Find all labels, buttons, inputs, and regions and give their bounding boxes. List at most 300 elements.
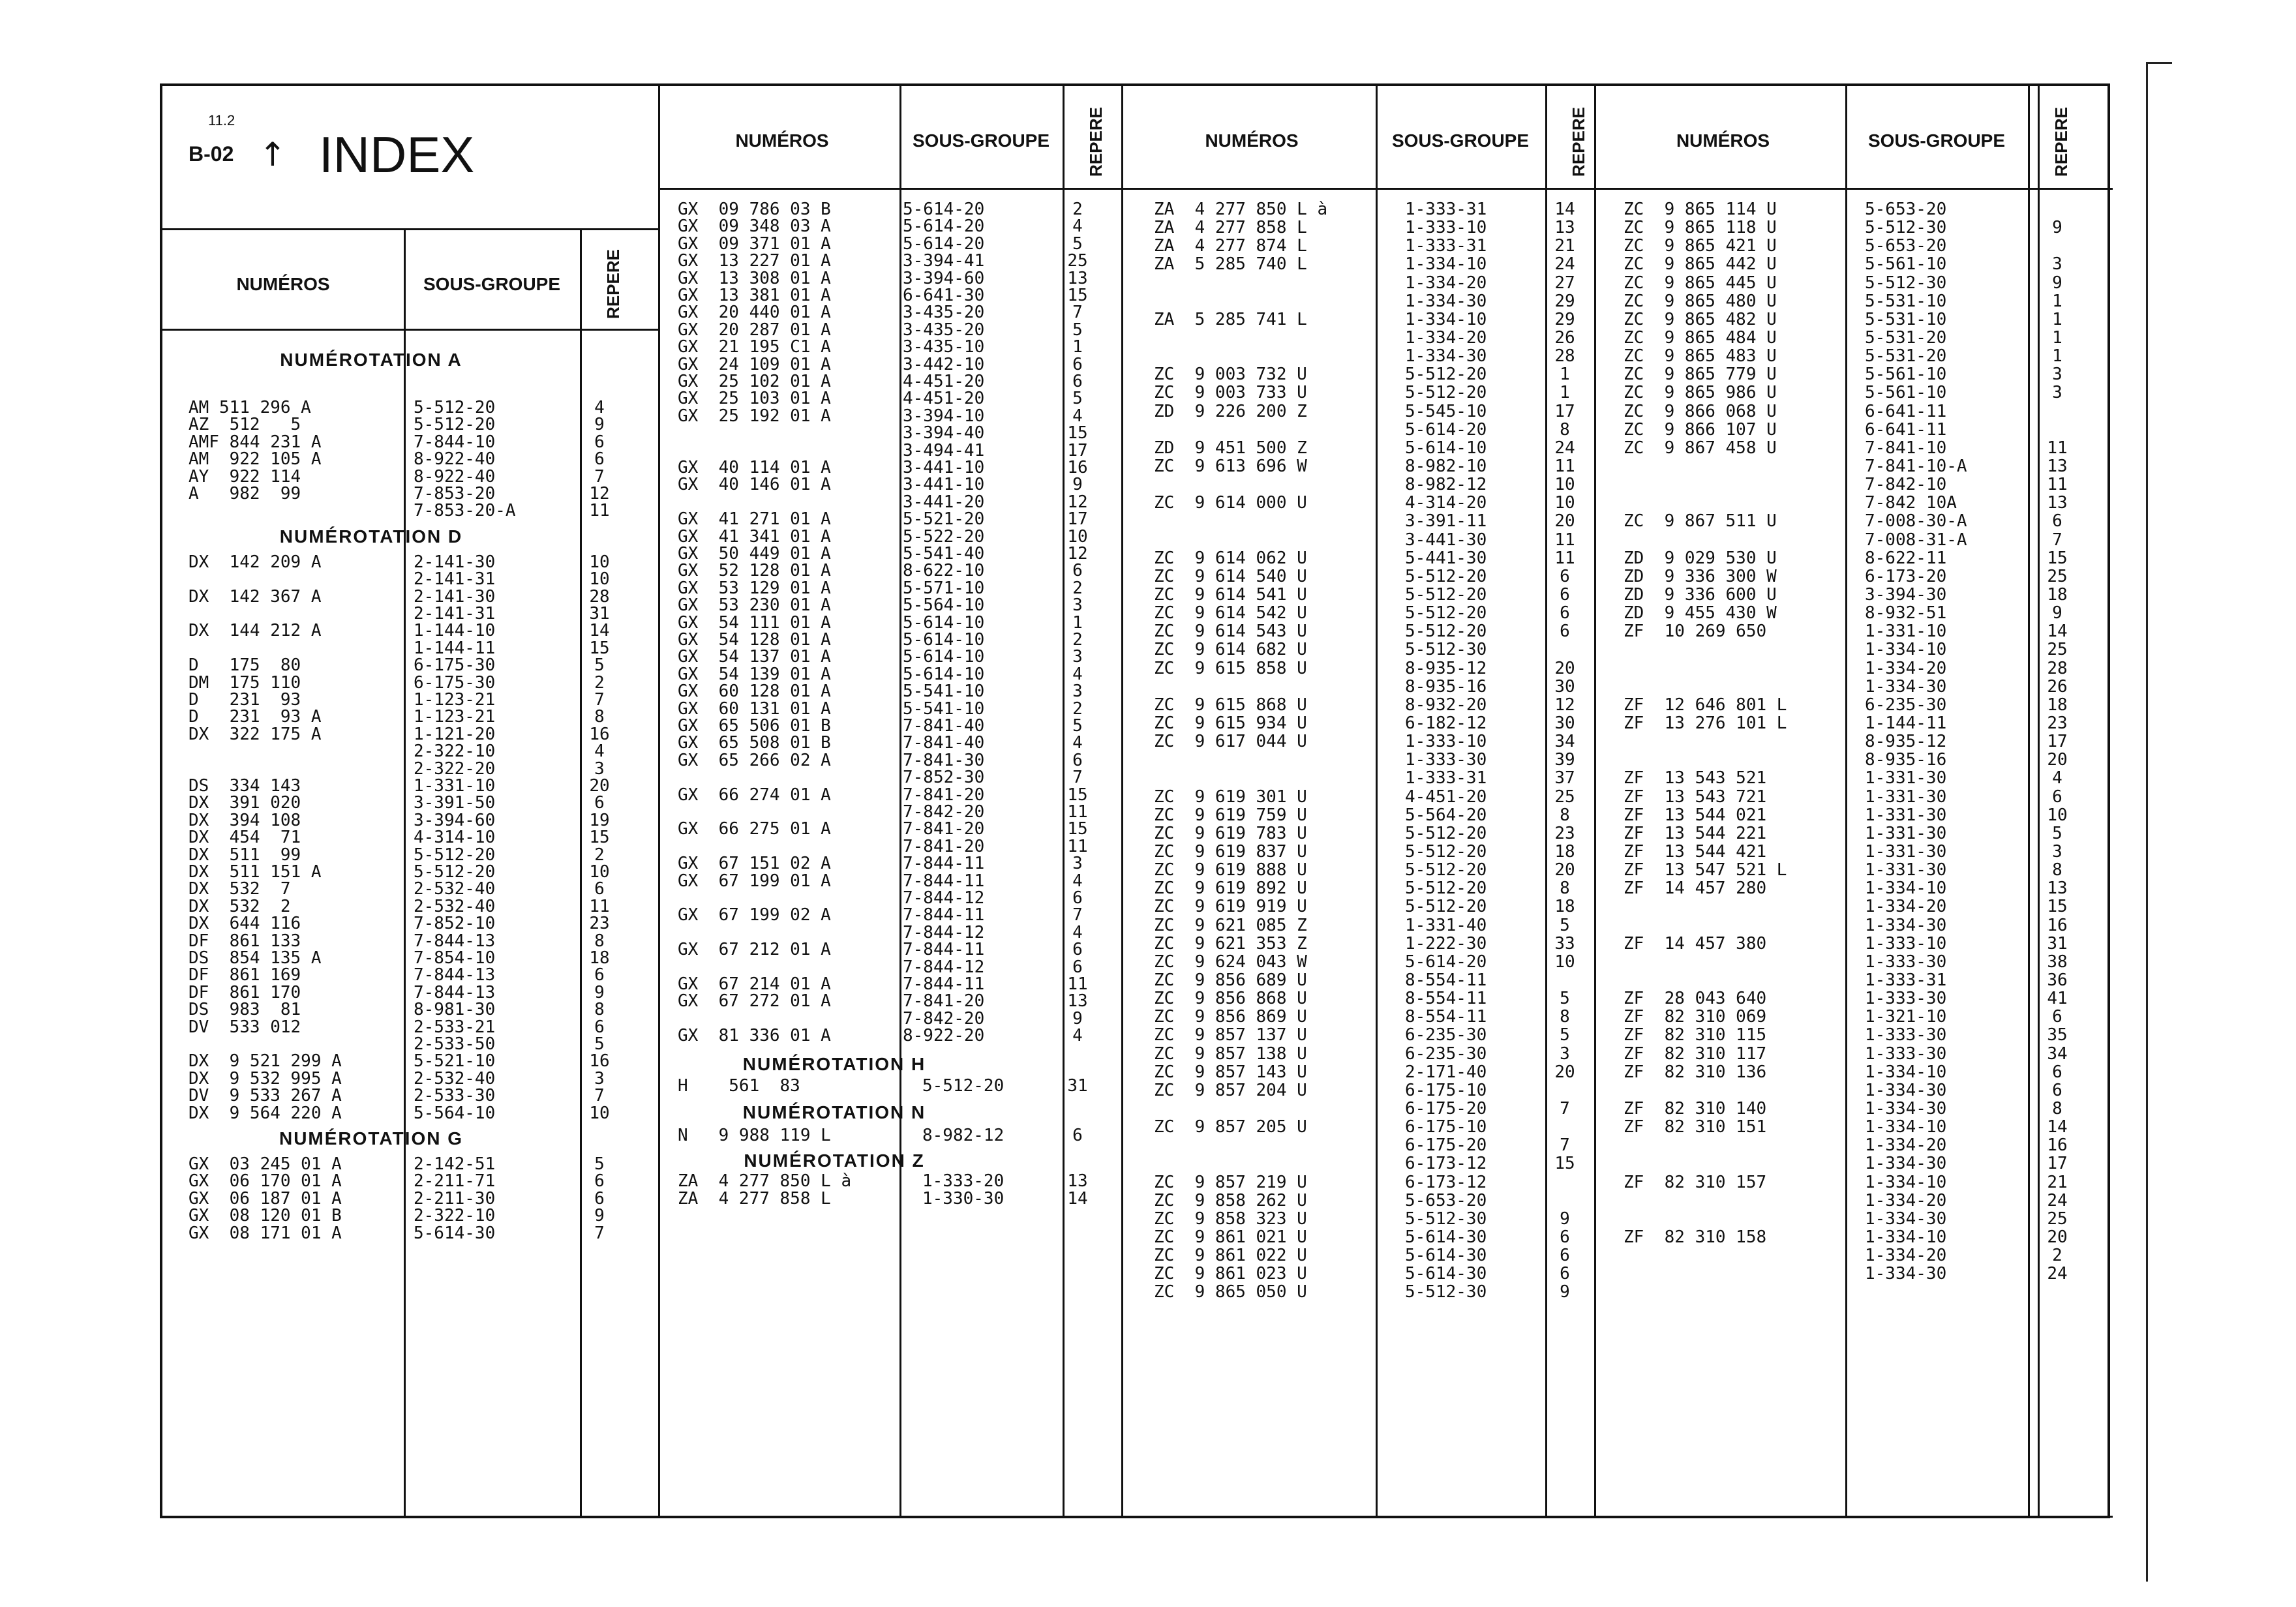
sous-groupe: 5-653-20 <box>1865 236 1947 256</box>
part-number: ZC 9 619 783 U <box>1154 823 1307 843</box>
part-number: ZA 4 277 858 L <box>678 1188 831 1209</box>
sous-groupe: 5-614-10 <box>1405 438 1487 458</box>
repere: 25 <box>1067 251 1088 271</box>
part-number: GX 08 120 01 B <box>189 1206 342 1226</box>
sous-groupe: 5-545-10 <box>1405 401 1487 421</box>
sous-groupe: 3-435-20 <box>903 320 985 340</box>
up-arrow-icon: ↑ <box>259 136 286 173</box>
sous-groupe: 5-564-10 <box>414 1103 496 1123</box>
part-number: DS 854 135 A <box>189 948 322 968</box>
repere: 7 <box>594 690 605 710</box>
sous-groupe: 5-614-10 <box>903 664 985 684</box>
repere: 6 <box>594 965 605 985</box>
sous-groupe: 5-531-10 <box>1865 291 1947 311</box>
part-number: GX 50 449 01 A <box>678 544 831 563</box>
sous-groupe: 7-841-20 <box>903 819 985 839</box>
sous-groupe: 7-844-12 <box>903 922 985 942</box>
part-number: DX 142 367 A <box>189 586 322 607</box>
sous-groupe: 5-561-10 <box>1865 383 1947 403</box>
part-number: ZF 12 646 801 L <box>1624 695 1787 715</box>
repere: 7 <box>1072 905 1083 925</box>
sous-groupe: 1-334-30 <box>1865 1080 1947 1100</box>
repere: 24 <box>1554 438 1575 458</box>
repere: 3 <box>1072 647 1083 667</box>
sous-groupe: 8-622-11 <box>1865 548 1947 568</box>
page-edge-line <box>2146 62 2148 1582</box>
sous-groupe: 5-614-30 <box>1405 1246 1487 1266</box>
repere: 21 <box>1554 236 1575 256</box>
repere: 6 <box>1560 622 1570 642</box>
sous-groupe: 7-844-11 <box>903 905 985 925</box>
repere: 8 <box>1560 1007 1570 1027</box>
part-number: ZC 9 619 919 U <box>1154 897 1307 917</box>
part-number: ZC 9 865 484 U <box>1624 327 1777 348</box>
repere: 23 <box>1554 823 1575 843</box>
sous-groupe: 5-512-20 <box>1405 566 1487 586</box>
sous-groupe: 7-841-30 <box>903 750 985 770</box>
sous-groupe: 5-531-20 <box>1865 346 1947 367</box>
sous-groupe: 7-844-11 <box>903 871 985 891</box>
repere: 10 <box>589 552 610 572</box>
repere: 6 <box>594 793 605 813</box>
repere: 9 <box>594 982 605 1002</box>
repere: 13 <box>2047 493 2068 513</box>
sous-groupe: 1-333-30 <box>1865 1025 1947 1045</box>
sous-groupe: 5-653-20 <box>1405 1190 1487 1210</box>
part-number: GX 25 103 01 A <box>678 389 831 409</box>
part-number: GX 20 287 01 A <box>678 320 831 340</box>
section-title: NUMÉROTATION N <box>742 1102 926 1122</box>
repere: 18 <box>589 948 610 968</box>
repere: 23 <box>2047 713 2068 733</box>
part-number: DF 861 170 <box>189 982 301 1002</box>
repere: 7 <box>594 466 605 487</box>
sous-groupe: 7-844-11 <box>903 974 985 994</box>
sous-groupe: 1-334-10 <box>1865 640 1947 660</box>
repere: 24 <box>2047 1190 2068 1210</box>
repere: 6 <box>1072 354 1083 374</box>
repere: 7 <box>1072 768 1083 788</box>
repere: 13 <box>1067 1171 1088 1192</box>
repere: 12 <box>589 484 610 503</box>
repere: 13 <box>1067 268 1088 288</box>
sous-groupe: 5-512-20 <box>1405 841 1487 862</box>
repere: 5 <box>1560 915 1570 935</box>
part-number: GX 24 109 01 A <box>678 354 831 374</box>
sous-groupe: 5-614-20 <box>903 200 985 219</box>
grid-vline <box>658 86 660 1516</box>
repere: 18 <box>2047 695 2068 715</box>
grid-vline <box>1545 86 1547 1516</box>
index-page <box>160 83 2110 1518</box>
sous-groupe: 1-144-11 <box>1865 713 1947 733</box>
sous-groupe: 1-331-30 <box>1865 805 1947 825</box>
repere: 6 <box>1072 372 1083 391</box>
repere: 11 <box>589 896 610 916</box>
repere: 15 <box>1067 286 1088 305</box>
sous-groupe: 5-522-20 <box>903 526 985 547</box>
repere: 8 <box>594 707 605 727</box>
sous-groupe: 6-175-20 <box>1405 1135 1487 1156</box>
part-number: A 982 99 <box>189 484 301 503</box>
repere: 11 <box>1067 802 1088 822</box>
repere: 7 <box>1560 1098 1570 1119</box>
part-number: GX 08 171 01 A <box>189 1223 342 1243</box>
part-number: DX 532 7 <box>189 879 291 899</box>
repere: 27 <box>1554 273 1575 293</box>
sous-groupe: 5-614-20 <box>1405 952 1487 972</box>
sous-groupe: 1-333-30 <box>1865 1044 1947 1064</box>
repere: 3 <box>1072 854 1083 874</box>
grid-vline <box>2038 86 2040 1516</box>
repere: 11 <box>2047 475 2068 495</box>
repere: 15 <box>1067 785 1088 805</box>
repere: 17 <box>2047 732 2068 752</box>
part-number: ZC 9 865 114 U <box>1624 200 1777 219</box>
repere: 6 <box>1072 957 1083 977</box>
sous-groupe: 5-614-30 <box>1405 1264 1487 1284</box>
part-number: ZC 9 865 482 U <box>1624 309 1777 329</box>
part-number: AMF 844 231 A <box>189 432 322 452</box>
sous-groupe: 2-211-71 <box>414 1171 496 1192</box>
repere: 1 <box>2052 291 2062 311</box>
part-number: GX 52 128 01 A <box>678 561 831 581</box>
sous-groupe: 6-235-30 <box>1405 1025 1487 1045</box>
repere: 29 <box>1554 291 1575 311</box>
repere: 9 <box>1072 475 1083 495</box>
sous-groupe: 3-394-41 <box>903 251 985 271</box>
sous-groupe: 5-512-20 <box>414 398 496 417</box>
repere: 6 <box>594 449 605 470</box>
repere: 5 <box>1072 389 1083 409</box>
repere: 5 <box>2052 823 2062 843</box>
repere: 11 <box>589 501 610 521</box>
repere: 11 <box>2047 438 2068 458</box>
part-number: ZC 9 856 868 U <box>1154 989 1307 1009</box>
repere: 24 <box>1554 254 1575 275</box>
repere: 37 <box>1554 768 1575 788</box>
repere: 9 <box>2052 218 2062 238</box>
sous-groupe: 7-853-20 <box>414 484 496 503</box>
repere-header: REPERE <box>1568 107 1588 177</box>
sous-groupe: 1-331-10 <box>1865 622 1947 642</box>
sous-groupe: 6-173-12 <box>1405 1154 1487 1174</box>
repere: 36 <box>2047 970 2068 990</box>
repere: 2 <box>2052 1246 2062 1266</box>
sous-groupe: 4-451-20 <box>1405 787 1487 807</box>
column-header: NUMÉROS <box>1205 130 1299 151</box>
repere: 16 <box>1067 458 1088 477</box>
sous-groupe: 5-512-20 <box>1405 860 1487 880</box>
part-number: ZF 82 310 069 <box>1624 1007 1767 1027</box>
part-number: ZC 9 857 138 U <box>1154 1044 1307 1064</box>
sous-groupe: 3-435-10 <box>903 337 985 357</box>
repere: 6 <box>2052 1080 2062 1100</box>
sous-groupe: 2-322-10 <box>414 742 496 762</box>
part-number: DX 9 521 299 A <box>189 1051 342 1072</box>
section-title: NUMÉROTATION D <box>279 526 463 547</box>
repere: 35 <box>2047 1025 2068 1045</box>
part-number: DX 394 108 <box>189 810 301 830</box>
sous-groupe: 7-841-20 <box>903 836 985 856</box>
sous-groupe: 2-532-40 <box>414 896 496 916</box>
sous-groupe: 1-121-20 <box>414 724 496 744</box>
repere: 20 <box>2047 1227 2068 1247</box>
part-number: ZC 9 856 689 U <box>1154 970 1307 990</box>
sous-groupe: 1-334-30 <box>1865 676 1947 697</box>
repere: 5 <box>1072 320 1083 340</box>
part-number: GX 65 506 01 B <box>678 716 831 736</box>
part-number: AY 922 114 <box>189 466 301 487</box>
repere: 11 <box>1554 530 1575 550</box>
sous-groupe: 1-334-20 <box>1405 273 1487 293</box>
sous-groupe: 1-334-10 <box>1865 879 1947 899</box>
sous-groupe: 8-922-40 <box>414 449 496 470</box>
sous-groupe: 1-334-10 <box>1865 1227 1947 1247</box>
sous-groupe: 4-314-20 <box>1405 493 1487 513</box>
grid-hline <box>162 329 658 331</box>
grid-vline <box>899 86 901 1516</box>
sous-groupe: 5-614-20 <box>1405 419 1487 440</box>
sous-groupe: 1-331-10 <box>414 776 496 796</box>
repere: 16 <box>589 724 610 744</box>
part-number: ZC 9 861 022 U <box>1154 1246 1307 1266</box>
part-number: ZC 9 865 421 U <box>1624 236 1777 256</box>
part-number: ZA 4 277 850 L à <box>678 1171 852 1192</box>
sous-groupe: 2-211-30 <box>414 1188 496 1209</box>
repere: 7 <box>1560 1135 1570 1156</box>
repere: 6 <box>594 432 605 452</box>
sous-groupe: 5-564-10 <box>903 595 985 616</box>
part-number: DF 861 133 <box>189 931 301 951</box>
sous-groupe: 1-331-30 <box>1865 860 1947 880</box>
sous-groupe: 7-841-10-A <box>1865 456 1967 476</box>
part-number: DX 644 116 <box>189 914 301 934</box>
sous-groupe: 5-614-30 <box>414 1223 496 1243</box>
part-number: DV 533 012 <box>189 1017 301 1037</box>
sous-groupe: 5-614-10 <box>903 647 985 667</box>
sous-groupe: 5-441-30 <box>1405 548 1487 568</box>
sous-groupe: 3-391-11 <box>1405 511 1487 532</box>
small-code: 11.2 <box>208 112 235 128</box>
repere: 14 <box>589 621 610 641</box>
sous-groupe: 5-512-20 <box>1405 383 1487 403</box>
repere: 2 <box>1072 630 1083 650</box>
repere: 6 <box>1560 1264 1570 1284</box>
sous-groupe: 2-532-40 <box>414 1068 496 1089</box>
sous-groupe: 7-842 10A <box>1865 493 1957 513</box>
sous-groupe: 1-334-30 <box>1405 291 1487 311</box>
sous-groupe: 1-333-10 <box>1405 218 1487 238</box>
part-number: ZA 4 277 850 L à <box>1154 200 1328 219</box>
sous-groupe: 1-334-30 <box>1865 1264 1947 1284</box>
grid-vline <box>1121 86 1123 1516</box>
part-number: ZC 9 003 733 U <box>1154 383 1307 403</box>
part-number: ZA 5 285 741 L <box>1154 309 1307 329</box>
repere: 8 <box>2052 1098 2062 1119</box>
sous-groupe: 1-331-30 <box>1865 841 1947 862</box>
part-number: ZC 9 614 543 U <box>1154 622 1307 642</box>
repere: 3 <box>2052 365 2062 385</box>
part-number: ZC 9 865 986 U <box>1624 383 1777 403</box>
sous-groupe: 4-451-20 <box>903 389 985 409</box>
repere: 3 <box>1560 1044 1570 1064</box>
sous-groupe: 5-512-20 <box>414 862 496 882</box>
repere: 9 <box>2052 273 2062 293</box>
part-number: ZD 9 336 300 W <box>1624 566 1777 586</box>
sous-groupe: 8-932-51 <box>1865 603 1947 623</box>
sous-groupe: 3-441-30 <box>1405 530 1487 550</box>
repere: 34 <box>2047 1044 2068 1064</box>
sous-groupe: 7-852-10 <box>414 914 496 934</box>
repere-header: REPERE <box>603 249 623 319</box>
repere: 15 <box>2047 897 2068 917</box>
part-number: DX 9 564 220 A <box>189 1103 342 1123</box>
part-number: GX 67 214 01 A <box>678 974 831 994</box>
part-number: ZF 13 543 721 <box>1624 787 1767 807</box>
repere: 28 <box>1554 346 1575 367</box>
sous-groupe: 1-333-10 <box>1405 732 1487 752</box>
part-number: ZC 9 858 262 U <box>1154 1190 1307 1210</box>
part-number: GX 13 227 01 A <box>678 251 831 271</box>
sous-groupe: 2-171-40 <box>1405 1062 1487 1082</box>
repere: 17 <box>1554 401 1575 421</box>
sous-groupe: 1-333-31 <box>1865 970 1947 990</box>
sous-groupe: 4-314-10 <box>414 828 496 848</box>
part-number: GX 13 308 01 A <box>678 268 831 288</box>
part-number: ZC 9 865 118 U <box>1624 218 1777 238</box>
sous-groupe: 8-935-12 <box>1865 732 1947 752</box>
repere: 12 <box>1554 695 1575 715</box>
repere: 5 <box>1560 1025 1570 1045</box>
repere: 8 <box>1560 805 1570 825</box>
sous-groupe: 5-614-20 <box>903 217 985 237</box>
part-number: DS 983 81 <box>189 1000 301 1020</box>
sous-groupe: 8-554-11 <box>1405 989 1487 1009</box>
sous-groupe: 7-841-20 <box>903 785 985 805</box>
repere: 13 <box>1554 218 1575 238</box>
sous-groupe: 6-235-30 <box>1865 695 1947 715</box>
repere: 28 <box>2047 658 2068 678</box>
part-number: ZD 9 029 530 U <box>1624 548 1777 568</box>
sous-groupe: 1-333-30 <box>1865 989 1947 1009</box>
repere: 23 <box>589 914 610 934</box>
sous-groupe: 2-141-31 <box>414 604 496 623</box>
part-number: ZC 9 857 137 U <box>1154 1025 1307 1045</box>
sous-groupe: 7-844-13 <box>414 965 496 985</box>
sous-groupe: 2-533-50 <box>414 1034 496 1054</box>
part-number: DX 532 2 <box>189 896 291 916</box>
repere: 10 <box>589 1103 610 1123</box>
sous-groupe: 1-331-40 <box>1405 915 1487 935</box>
part-number: GX 09 348 03 A <box>678 217 831 237</box>
repere: 9 <box>1560 1282 1570 1302</box>
index-code: B-02 <box>189 142 234 166</box>
sous-groupe: 7-844-12 <box>903 888 985 908</box>
part-number: GX 40 146 01 A <box>678 475 831 495</box>
repere: 11 <box>1067 836 1088 856</box>
part-number: ZC 9 614 540 U <box>1154 566 1307 586</box>
repere: 2 <box>1072 698 1083 719</box>
sous-groupe: 1-334-20 <box>1865 897 1947 917</box>
part-number: ZF 13 544 021 <box>1624 805 1767 825</box>
page-title: INDEX <box>319 126 475 183</box>
part-number: D 231 93 <box>189 690 301 710</box>
sous-groupe: 1-334-10 <box>1405 254 1487 275</box>
part-number: ZA 5 285 740 L <box>1154 254 1307 275</box>
sous-groupe: 7-842-20 <box>903 802 985 822</box>
repere: 10 <box>1554 493 1575 513</box>
repere: 26 <box>2047 676 2068 697</box>
part-number: ZC 9 867 511 U <box>1624 511 1777 532</box>
sous-groupe: 1-334-10 <box>1865 1117 1947 1137</box>
repere: 10 <box>1554 952 1575 972</box>
part-number: ZF 82 310 157 <box>1624 1172 1767 1192</box>
sous-groupe: 5-512-20 <box>414 415 496 435</box>
part-number: DX 454 71 <box>189 828 301 848</box>
part-number: ZA 4 277 858 L <box>1154 218 1307 238</box>
repere: 10 <box>1067 526 1088 547</box>
part-number: ZF 82 310 151 <box>1624 1117 1767 1137</box>
part-number: ZC 9 615 868 U <box>1154 695 1307 715</box>
part-number: ZC 9 613 696 W <box>1154 456 1307 476</box>
sous-groupe: 6-175-30 <box>414 655 496 676</box>
repere: 20 <box>1554 1062 1575 1082</box>
part-number: GX 09 786 03 B <box>678 200 831 219</box>
repere: 11 <box>1554 548 1575 568</box>
sous-groupe: 7-841-20 <box>903 991 985 1012</box>
sous-groupe: 8-982-12 <box>1405 475 1487 495</box>
sous-groupe: 5-541-40 <box>903 544 985 563</box>
repere: 6 <box>1560 566 1570 586</box>
part-number: ZC 9 621 085 Z <box>1154 915 1307 935</box>
repere: 11 <box>1067 974 1088 994</box>
sous-groupe: 1-334-20 <box>1865 1246 1947 1266</box>
sous-groupe: 7-854-10 <box>414 948 496 968</box>
repere: 9 <box>594 1206 605 1226</box>
part-number: GX 66 274 01 A <box>678 785 831 805</box>
repere: 1 <box>1072 337 1083 357</box>
part-number: ZD 9 451 500 Z <box>1154 438 1307 458</box>
part-number: ZC 9 619 888 U <box>1154 860 1307 880</box>
repere: 31 <box>2047 933 2068 954</box>
sous-groupe: 1-123-21 <box>414 707 496 727</box>
sous-groupe: 3-494-41 <box>903 440 985 460</box>
repere: 13 <box>1067 991 1088 1012</box>
sous-groupe: 5-614-20 <box>903 233 985 254</box>
sous-groupe: 1-331-30 <box>1865 768 1947 788</box>
repere: 1 <box>2052 327 2062 348</box>
part-number: ZC 9 615 934 U <box>1154 713 1307 733</box>
sous-groupe: 5-564-20 <box>1405 805 1487 825</box>
sous-groupe: 5-653-20 <box>1865 200 1947 219</box>
repere: 8 <box>2052 860 2062 880</box>
sous-groupe: 5-512-20 <box>1405 897 1487 917</box>
part-number: DV 9 533 267 A <box>189 1086 342 1106</box>
part-number: GX 67 151 02 A <box>678 854 831 874</box>
sous-groupe: 7-852-30 <box>903 768 985 788</box>
repere: 12 <box>1067 544 1088 563</box>
sous-groupe: 5-541-10 <box>903 698 985 719</box>
sous-groupe: 3-394-30 <box>1865 584 1947 605</box>
repere: 5 <box>594 1034 605 1054</box>
part-number: ZF 82 310 115 <box>1624 1025 1767 1045</box>
sous-groupe: 7-844-12 <box>903 957 985 977</box>
repere: 4 <box>594 398 605 417</box>
sous-groupe: 2-532-40 <box>414 879 496 899</box>
sous-groupe: 5-531-20 <box>1865 327 1947 348</box>
part-number: H 561 83 <box>678 1075 800 1096</box>
